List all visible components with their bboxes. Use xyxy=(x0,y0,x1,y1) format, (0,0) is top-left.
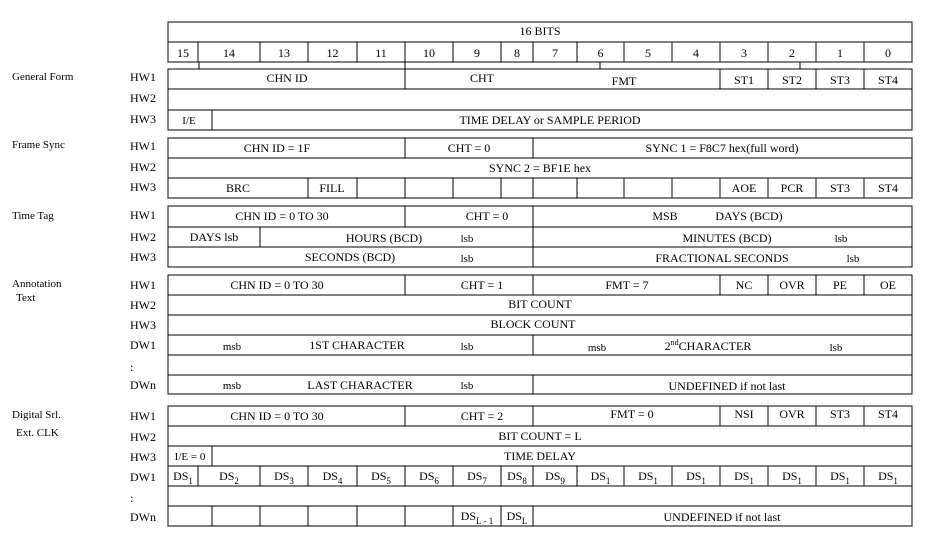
field-label: lsb xyxy=(829,342,843,354)
field-label: OVR xyxy=(779,278,805,292)
ds-subscript: 1 xyxy=(188,476,193,486)
ds-subscript: L xyxy=(521,516,528,526)
ordinal-number: 2 xyxy=(664,339,671,353)
field-label: UNDEFINED if not last xyxy=(668,379,786,393)
row-label: DWn xyxy=(130,378,156,392)
ds-label xyxy=(219,469,239,486)
ds-label xyxy=(507,509,528,526)
field-label: CHN ID = 0 TO 30 xyxy=(230,278,324,292)
ds-base: DS xyxy=(467,469,483,483)
ds-base: DS xyxy=(507,469,523,483)
ds-base: DS xyxy=(274,469,290,483)
ds-subscript: 1 xyxy=(797,476,802,486)
field-label: I/E = 0 xyxy=(174,451,206,463)
ds-label xyxy=(830,469,850,486)
row-label: HW3 xyxy=(130,112,156,126)
row-label: HW2 xyxy=(130,430,156,444)
bit-number: 1 xyxy=(837,46,843,60)
ds-label xyxy=(461,509,494,526)
ds-base: DS xyxy=(590,469,606,483)
field-label: FMT = 7 xyxy=(605,278,649,292)
field-label: CHT = 0 xyxy=(465,209,509,223)
ds-subscript: 5 xyxy=(386,476,391,486)
ds-base: DS xyxy=(460,509,477,523)
field-label: BIT COUNT = L xyxy=(498,429,582,443)
field-label: CHN ID = 0 TO 30 xyxy=(235,209,329,223)
bit-number: 13 xyxy=(278,46,290,60)
ds-base: DS xyxy=(830,469,846,483)
row-label: HW2 xyxy=(130,298,156,312)
ds-base: DS xyxy=(734,469,750,483)
field-label: MINUTES (BCD) xyxy=(682,231,772,245)
row-label: HW3 xyxy=(130,250,156,264)
ordinal-suffix: nd xyxy=(670,338,679,347)
ds-subscript: L - 1 xyxy=(476,516,494,526)
field-label: SYNC 2 = BF1E hex xyxy=(488,161,592,175)
field-label: DAYS lsb xyxy=(189,230,239,244)
field-label: BIT COUNT xyxy=(508,297,572,311)
field-label: NC xyxy=(735,278,753,292)
field-label: CHN ID = 0 TO 30 xyxy=(230,409,324,423)
ds-subscript: 4 xyxy=(337,476,343,486)
field-label: NSI xyxy=(734,407,754,421)
bit-number: 7 xyxy=(552,46,558,60)
row-label: DW1 xyxy=(130,338,156,352)
bit-number: 15 xyxy=(177,46,189,60)
field-label: ST3 xyxy=(829,407,851,421)
ds-label xyxy=(173,469,193,486)
ds-label xyxy=(419,469,439,486)
ds-label xyxy=(591,469,611,486)
field-label: CHT = 0 xyxy=(447,141,491,155)
field-label: I/E xyxy=(182,115,196,127)
row-label: DWn xyxy=(130,510,156,524)
field-label: ST3 xyxy=(829,181,851,195)
field-label: msb xyxy=(222,341,242,353)
ds-subscript: 6 xyxy=(434,476,439,486)
bit-number: 12 xyxy=(326,46,339,60)
row-label: HW3 xyxy=(130,180,156,194)
ds-subscript: 3 xyxy=(289,476,294,486)
section-name: Digital Srl. xyxy=(12,409,61,421)
ds-base: DS xyxy=(878,469,894,483)
row-label: DW1 xyxy=(130,470,156,484)
bit-number: 3 xyxy=(741,46,747,60)
field-label: lsb xyxy=(846,253,860,265)
ds-base: DS xyxy=(506,509,522,523)
field-label: TIME DELAY xyxy=(504,449,576,463)
ds-label xyxy=(686,469,706,486)
bit-number: 4 xyxy=(693,46,699,60)
field-label: lsb xyxy=(460,253,474,265)
second-character-label xyxy=(665,338,752,353)
ds-subscript: 9 xyxy=(560,476,565,486)
row-label: HW3 xyxy=(130,450,156,464)
ds-base: DS xyxy=(219,469,235,483)
ds-base: DS xyxy=(371,469,387,483)
field-label: msb xyxy=(222,380,242,392)
field-label: FMT xyxy=(611,74,637,88)
field-label: SECONDS (BCD) xyxy=(304,250,396,264)
field-label: CHN ID xyxy=(266,71,308,85)
bit-number: 5 xyxy=(645,46,651,60)
ds-subscript: 2 xyxy=(234,476,239,486)
field-label: UNDEFINED if not last xyxy=(663,510,781,524)
field-label: FILL xyxy=(319,181,345,195)
field-label: ST4 xyxy=(877,181,899,195)
row-label: HW2 xyxy=(130,230,156,244)
field-label: CHT = 1 xyxy=(460,278,504,292)
ds-subscript: 7 xyxy=(482,476,487,486)
section-name: Annotation xyxy=(12,278,62,290)
row-label: HW2 xyxy=(130,160,156,174)
bit-number: 14 xyxy=(223,46,235,60)
row-label: HW3 xyxy=(130,318,156,332)
field-label: ST4 xyxy=(877,73,899,87)
row-label: : xyxy=(130,491,134,505)
ds-subscript: 1 xyxy=(653,476,658,486)
bit-number: 6 xyxy=(597,46,604,60)
row-label: : xyxy=(130,360,134,374)
field-label: lsb xyxy=(460,380,474,392)
field-label: TIME DELAY or SAMPLE PERIOD xyxy=(459,113,641,127)
field-label: lsb xyxy=(460,341,474,353)
ds-subscript: 8 xyxy=(522,476,527,486)
row-label: HW1 xyxy=(130,70,156,84)
field-label: OE xyxy=(880,278,896,292)
ds-label xyxy=(274,469,294,486)
section-name: Frame Sync xyxy=(12,139,65,151)
field-label: MSB xyxy=(652,209,678,223)
field-label: lsb xyxy=(834,233,848,245)
ds-label xyxy=(467,469,487,486)
ds-subscript: 1 xyxy=(845,476,850,486)
section-name: Time Tag xyxy=(12,210,54,222)
field-label: LAST CHARACTER xyxy=(307,378,413,392)
ds-label xyxy=(782,469,802,486)
field-label: BLOCK COUNT xyxy=(490,317,576,331)
field-label: BRC xyxy=(225,181,251,195)
ds-label xyxy=(371,469,391,486)
bit-number: 11 xyxy=(375,46,387,60)
field-label: ST4 xyxy=(877,407,899,421)
field-label: msb xyxy=(587,342,607,354)
ds-base: DS xyxy=(782,469,798,483)
bit-number: 8 xyxy=(514,46,520,60)
bit-number: 9 xyxy=(474,46,480,60)
row-label: HW1 xyxy=(130,208,156,222)
character-word: CHARACTER xyxy=(678,339,752,353)
section-name: Ext. CLK xyxy=(16,427,59,439)
ds-base: DS xyxy=(638,469,654,483)
field-label: DAYS (BCD) xyxy=(715,209,783,223)
field-label: ST1 xyxy=(733,73,755,87)
field-label: CHN ID = 1F xyxy=(243,141,311,155)
field-label: SYNC 1 = F8C7 hex(full word) xyxy=(645,141,799,155)
field-label: OVR xyxy=(779,407,805,421)
row-label: HW1 xyxy=(130,409,156,423)
row-label: HW1 xyxy=(130,139,156,153)
field-label: lsb xyxy=(460,233,474,245)
section-name: Text xyxy=(16,292,36,304)
ds-label xyxy=(734,469,754,486)
field-label: FRACTIONAL SECONDS xyxy=(655,251,789,265)
field-label: ST3 xyxy=(829,73,851,87)
section-name: General Form xyxy=(12,71,74,83)
ds-subscript: 1 xyxy=(749,476,754,486)
ds-label xyxy=(878,469,898,486)
ds-base: DS xyxy=(419,469,435,483)
ds-label xyxy=(545,469,565,486)
ds-label xyxy=(638,469,658,486)
header-title: 16 BITS xyxy=(519,24,561,38)
field-label: AOE xyxy=(731,181,757,195)
row-label: HW2 xyxy=(130,91,156,105)
field-label: CHT = 2 xyxy=(460,409,504,423)
field-label: PCR xyxy=(780,181,804,195)
ds-base: DS xyxy=(173,469,189,483)
ds-label xyxy=(507,469,527,486)
field-label: ST2 xyxy=(781,73,803,87)
row-label: HW1 xyxy=(130,278,156,292)
bit-number: 0 xyxy=(885,46,891,60)
bit-number: 2 xyxy=(789,46,795,60)
field-label: FMT = 0 xyxy=(610,407,654,421)
bit-number: 10 xyxy=(423,46,435,60)
ds-base: DS xyxy=(545,469,561,483)
field-label: PE xyxy=(832,278,848,292)
field-label: CHT xyxy=(470,71,494,85)
ds-subscript: 1 xyxy=(893,476,898,486)
field-label: HOURS (BCD) xyxy=(345,231,423,245)
ds-base: DS xyxy=(322,469,338,483)
ds-subscript: 1 xyxy=(701,476,706,486)
ds-base: DS xyxy=(686,469,702,483)
ds-label xyxy=(323,469,343,486)
field-label: 1ST CHARACTER xyxy=(309,338,405,352)
ds-subscript: 1 xyxy=(605,476,611,486)
